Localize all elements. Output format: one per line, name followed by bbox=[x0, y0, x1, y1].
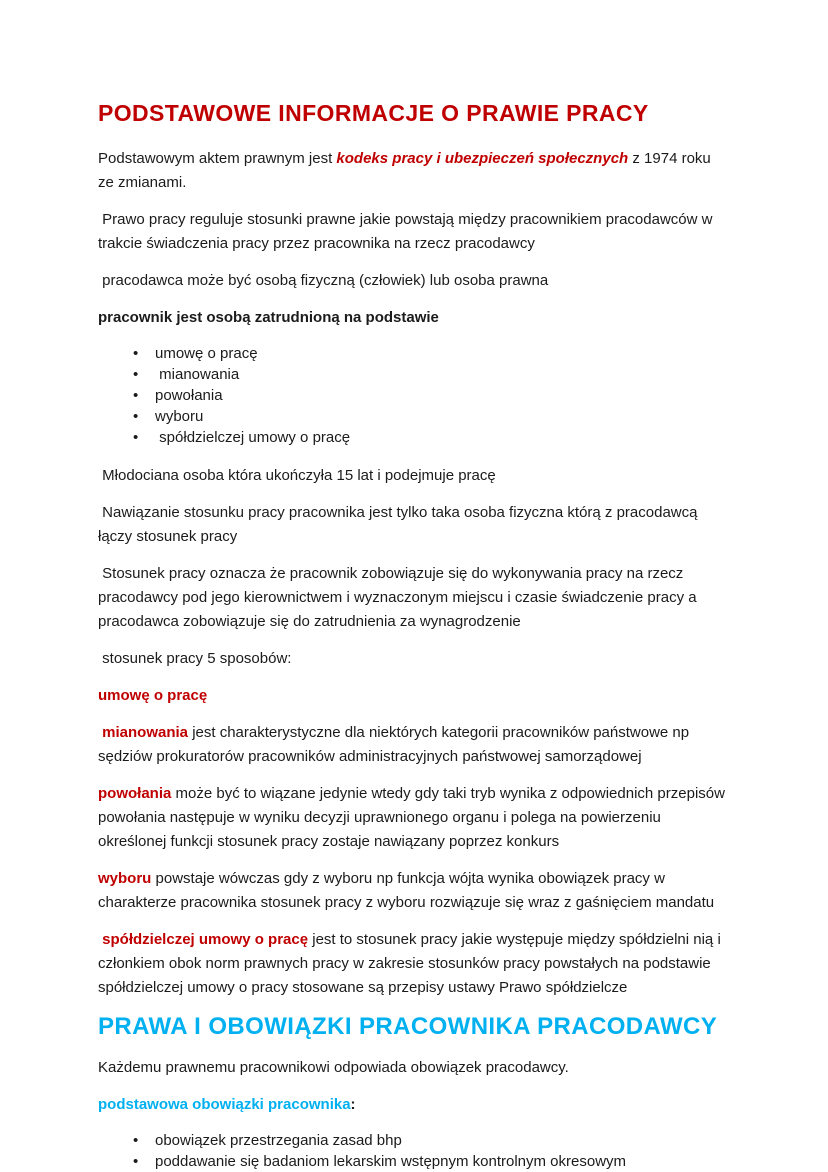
paragraph-prawo-pracy: Prawo pracy reguluje stosunki prawne jakie powstają między pracownikiem pracodawców w trakcie świadczenia pracy przez pracownika na rzecz pracodawcy bbox=[98, 211, 717, 252]
list-item: • wyboru bbox=[98, 406, 728, 427]
paragraph-pracownik-bold: pracownik jest osobą zatrudnioną na podstawie bbox=[98, 309, 439, 326]
paragraph-kazdemu: Każdemu prawnemu pracownikowi odpowiada obowiązek pracodawcy. bbox=[98, 1059, 569, 1076]
paragraph-pracodawca: pracodawca może być osobą fizyczną (człowiek) lub osoba prawna bbox=[98, 272, 549, 289]
intro-text-pre: Podstawowym aktem prawnym jest bbox=[98, 150, 337, 167]
term-label: mianowania bbox=[98, 724, 189, 741]
list-item: • spółdzielczej umowy o pracę bbox=[98, 427, 728, 448]
heading-main: PODSTAWOWE INFORMACJE O PRAWIE PRACY bbox=[98, 100, 649, 126]
heading-secondary: PRAWA I OBOWIĄZKI PRACOWNIKA PRACODAWCY bbox=[98, 1013, 718, 1040]
term-label: powołania bbox=[98, 785, 172, 802]
intro-text-post: z 1974 roku ze zmianami. bbox=[98, 150, 715, 191]
term-mianowania bbox=[98, 721, 728, 769]
term-desc: jest charakterystyczne dla niektórych kategorii pracowników państwowe np sędziów prokuratorów pracowników administracyjnych państwowej samorządowej bbox=[98, 724, 694, 765]
term-powolania bbox=[98, 782, 728, 854]
paragraph-stosunek: Stosunek pracy oznacza że pracownik zobowiązuje się do wykonywania pracy na rzecz pracodawcy pod jego kierownictwem i wyznaczonym miejscu i czasie świadczenie pracy a pracodawca zobowiązuje się do zatrudnienia za wynagrodzenie bbox=[98, 565, 701, 630]
term-label: umowę o pracę bbox=[98, 687, 208, 704]
term-label: spółdzielczej umowy o pracę bbox=[98, 931, 309, 948]
term-desc: powstaje wówczas gdy z wyboru np funkcja wójta wynika obowiązek pracy w charakterze pracownika stosunek pracy z wyboru rozwiązuje się wraz z gaśnięciem mandatu bbox=[98, 870, 715, 911]
term-wyboru bbox=[98, 867, 728, 915]
term-desc: może być to wiązane jedynie wtedy gdy taki tryb wynika z odpowiednich przepisów powołania następuje w wyniku decyzji uprawnionego organu i polega na powierzeniu określonej funkcji stosunek pracy zostaje nawiązany poprzez konkurs bbox=[98, 785, 730, 850]
subheading-duties-colon: : bbox=[350, 1096, 356, 1113]
intro-highlight: kodeks pracy i ubezpieczeń społecznych bbox=[336, 150, 629, 167]
paragraph-nawiazanie: Nawiązanie stosunku pracy pracownika jest tylko taka osoba fizyczna którą z pracodawcą łączy stosunek pracy bbox=[98, 504, 702, 545]
term-spoldzielcza bbox=[98, 928, 728, 1000]
paragraph-sposoby: stosunek pracy 5 sposobów: bbox=[98, 650, 292, 667]
list-item: • mianowania bbox=[98, 364, 728, 385]
duties-list bbox=[98, 1130, 728, 1172]
subheading-duties bbox=[98, 1093, 728, 1117]
term-label: wyboru bbox=[98, 870, 152, 887]
list-item: • poddawanie się badaniom lekarskim wstępnym kontrolnym okresowym bbox=[98, 1151, 728, 1172]
list-item: • powołania bbox=[98, 385, 728, 406]
paragraph-mlodociana: Młodociana osoba która ukończyła 15 lat i podejmuje pracę bbox=[98, 467, 496, 484]
term-desc: jest to stosunek pracy jakie występuje między spółdzielni nią i członkiem obok norm prawnych pracy w zakresie stosunków pracy powstałych na podstawie spółdzielczej umowy o pracy stosowane są przepisy ustawy Prawo spółdzielcze bbox=[98, 931, 725, 996]
list-item: • obowiązek przestrzegania zasad bhp bbox=[98, 1130, 728, 1151]
term-umowa bbox=[98, 684, 728, 708]
paragraph-intro bbox=[98, 147, 728, 195]
subheading-duties-label: podstawowa obowiązki pracownika bbox=[98, 1096, 351, 1113]
list-item: • umowę o pracę bbox=[98, 343, 728, 364]
employment-basis-list bbox=[98, 343, 728, 448]
